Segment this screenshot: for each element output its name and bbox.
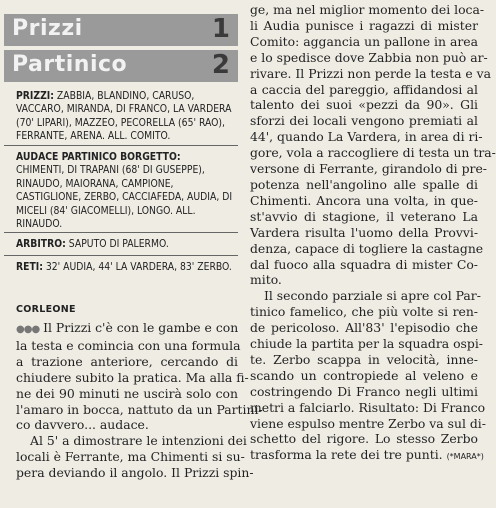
article-line: schetto del rigore. Lo stesso Zerbo — [250, 431, 478, 447]
article-line: metri a falciarlo. Risultato: Di Franco — [250, 399, 486, 415]
article-line: Comito: aggancia un pallone in area — [250, 33, 478, 49]
article-line: co davvero... audace. — [16, 417, 149, 433]
article-line: a trazione anteriore, cercando di — [16, 353, 238, 369]
article-line: locali è Ferrante, ma Chimenti si su- — [16, 449, 245, 465]
away-lineup-players: CHIMENTI, DI TRAPANI (68' DI GUSEPPE), RINAUDO, MAIORANA, CAMPIONE, CASTIGLIONE, ZERBO, CACCIAFEDA, AUDIA, DI MICELI (84' GIACOMELLI), LONGO. ALL. RINAUDO. — [16, 164, 233, 231]
referee-label: ARBITRO: — [16, 238, 66, 250]
away-team-score: 2 — [211, 50, 230, 80]
article-line: de pericoloso. All'83' l'episodio che — [250, 320, 478, 336]
divider — [4, 255, 238, 256]
article-line: talento dei suoi «pezzi da 90». Gli — [250, 97, 478, 113]
home-team-name: Prizzi — [12, 16, 83, 41]
dateline: CORLEONE — [16, 304, 76, 315]
scoreboard-row-home — [4, 14, 238, 46]
article-line: chiudere subito la pratica. Ma alla fi- — [16, 369, 249, 385]
article-line: mito. — [250, 272, 282, 288]
article-line: 44', quando La Vardera, in area di ri- — [250, 129, 483, 145]
article-line: ●●● Il Prizzi c'è con le gambe e con — [16, 320, 239, 335]
referee — [16, 238, 236, 251]
article-line: Al 5' a dimostrare le intenzioni dei — [30, 433, 247, 449]
article-line: chiude la partita per la squadra ospi- — [250, 336, 483, 352]
scoreboard-row-away — [4, 50, 238, 82]
article-right-column — [250, 0, 496, 508]
away-lineup — [16, 151, 236, 231]
article-line: scando un contropiede al veleno e — [250, 367, 478, 383]
home-lineup-players: ZABBIA, BLANDINO, CARUSO, VACCARO, MIRANDA, DI FRANCO, LA VARDERA (70' LIPARI), MAZZEO, PECORELLA (65' RAO), FERRANTE, ARENA. ALL. COMITO. — [16, 90, 232, 143]
byline: (*MARA*) — [446, 452, 484, 462]
article-line: gore, vola a raccogliere di testa un tra- — [250, 145, 496, 161]
article-line: li Audia punisce i ragazzi di mister — [250, 17, 478, 33]
goals-list: 32' AUDIA, 44' LA VARDERA, 83' ZERBO. — [45, 261, 232, 273]
article-line: la testa e comincia con una formula — [16, 337, 241, 353]
article-line: rivare. Il Prizzi non perde la testa e va — [250, 65, 492, 81]
article-line: Chimenti. Ancora una volta, in que- — [250, 192, 478, 208]
article-line: e lo spedisce dove Zabbia non può ar- — [250, 49, 488, 65]
article-line: denza, capace di togliere la castagne — [250, 240, 484, 256]
article-line: ne dei 90 minuti ne uscirà solo con — [16, 385, 238, 401]
article-line: te. Zerbo scappa in velocità, inne- — [250, 351, 478, 367]
article-line: dal fuoco alla squadra di mister Co- — [250, 256, 478, 272]
home-team-score: 1 — [211, 14, 230, 44]
article-line: Vardera risulta l'uomo della Provvi- — [250, 224, 478, 240]
divider — [4, 145, 238, 146]
article-line: a caccia del pareggio, affidandosi al — [250, 81, 478, 97]
away-lineup-label: AUDACE PARTINICO BORGETTO: — [16, 151, 181, 163]
article-line: trasforma la rete dei tre punti. (*MARA*) — [250, 447, 484, 463]
article-line: ge, ma nel miglior momento dei loca- — [250, 2, 485, 17]
article-line: st'avvio di stagione, il veterano La — [250, 208, 478, 224]
article-left-column — [16, 320, 263, 481]
article-line: versone di Ferrante, girandolo di pre- — [250, 161, 487, 177]
article-line: viene espulso mentre Zerbo va sul di- — [250, 415, 486, 431]
article-line: potenza nell'angolino alle spalle di — [250, 176, 478, 192]
article-line: l'amaro in bocca, nattuto da un Partini- — [16, 401, 263, 417]
article-line: tinico famelico, che più volte si ren- — [250, 304, 478, 320]
goals-label: RETI: — [16, 261, 43, 273]
home-lineup — [16, 90, 236, 144]
goals — [16, 261, 236, 274]
article-line: pera deviando il angolo. Il Prizzi spin- — [16, 465, 254, 481]
away-team-name: Partinico — [12, 52, 128, 77]
article-line: Il secondo parziale si apre col Par- — [264, 288, 481, 304]
home-lineup-label: PRIZZI: — [16, 90, 54, 102]
article-line: sforzi dei locali vengono premiati al — [250, 113, 478, 129]
divider — [4, 232, 238, 233]
bullet-dots-icon: ●●● — [16, 324, 40, 335]
article-line: costringendo Di Franco negli ultimi — [250, 383, 478, 399]
referee-name: SAPUTO DI PALERMO. — [68, 238, 169, 250]
